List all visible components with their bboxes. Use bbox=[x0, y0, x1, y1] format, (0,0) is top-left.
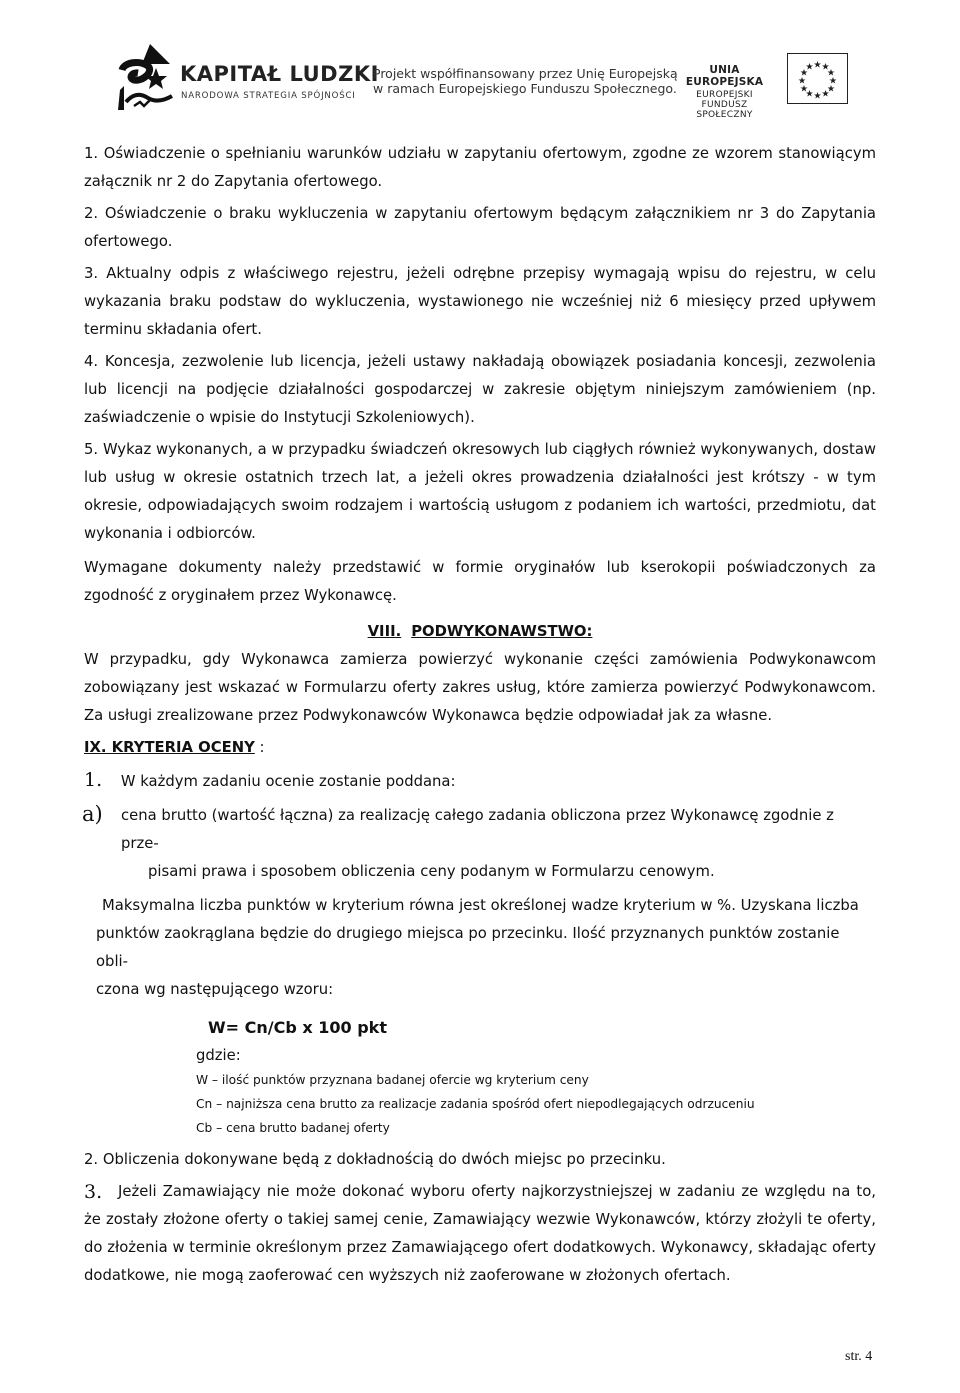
section-9-point-2: 2. Obliczenia dokonywane będą z dokładnością do dwóch miejsc po przecinku. bbox=[84, 1151, 666, 1168]
required-documents-note: Wymagane dokumenty należy przedstawić w formie oryginałów lub kserokopii poświadczonych za zgodność z oryginałem przez Wykonawcę. bbox=[84, 559, 876, 604]
criterion-a-label: a) bbox=[82, 802, 103, 826]
list-item: 2. Oświadczenie o braku wykluczenia w zapytaniu ofertowym będącym załącznikiem nr 3 do Zapytania ofertowego. bbox=[84, 205, 876, 250]
point-3-text: Jeżeli Zamawiający nie może dokonać wyboru oferty najkorzystniejszej w zadaniu ze względu na to, że zostały złożone oferty o takiej samej cenie, Zamawiający wezwie Wykonawców, którzy złożyli te oferty, do złożenia w terminie określonym przez Zamawiającego ofert dodatkowych. Wykonawcy, składając oferty dodatkowe, nie mogą zaoferować cen wyższych niż zaoferowane w złożonych ofertach. bbox=[84, 1183, 876, 1284]
project-line-2: w ramach Europejskiego Funduszu Społecznego. bbox=[373, 81, 677, 96]
definition-cn: Cn – najniższa cena brutto za realizacje zadania spośród ofert niepodlegających odrzuceniu bbox=[196, 1097, 755, 1111]
eu-label bbox=[672, 64, 777, 120]
definition-w: W – ilość punktów przyznana badanej ofercie wg kryterium ceny bbox=[196, 1073, 589, 1087]
eu-label-line-1: UNIA EUROPEJSKA bbox=[685, 64, 764, 88]
document-body bbox=[84, 140, 876, 1290]
page-header bbox=[0, 0, 960, 120]
project-funding-note bbox=[373, 66, 678, 96]
section-9-heading bbox=[84, 734, 876, 762]
criterion-a-line-1: cena brutto (wartość łączna) za realizację całego zadania obliczona przez Wykonawcę zgodnie z prze- bbox=[121, 807, 834, 852]
section-8-number: VIII. bbox=[367, 623, 402, 640]
section-9-point-3 bbox=[84, 1178, 876, 1290]
kapital-ludzki-title: KAPITAŁ LUDZKI bbox=[180, 62, 379, 86]
list-item: 4. Koncesja, zezwolenie lub licencja, jeżeli ustawy nakładają obowiązek posiadania koncesji, zezwolenia lub licencji na podjęcie działalności gospodarczej w zakresie objętym niniejszym zamówieniem (np. zaświadczenie o wpisie do Instytucji Szkoleniowych). bbox=[84, 353, 876, 426]
section-9-colon: : bbox=[254, 739, 265, 756]
kapital-ludzki-subtitle: NARODOWA STRATEGIA SPÓJNOŚCI bbox=[181, 91, 356, 101]
criterion-a bbox=[84, 802, 876, 886]
point-1-number: 1. bbox=[84, 769, 103, 791]
section-8-body: W przypadku, gdy Wykonawca zamierza powierzyć wykonanie części zamówienia Podwykonawcom zobowiązany jest wskazać w Formularzu oferty zakres usług, które zamierza powierzyć Podwykonawcom. Za usługi zrealizowane przez Podwykonawców Wykonawca będzie odpowiadał jak za własne. bbox=[84, 651, 876, 724]
criterion-a-line-2: pisami prawa i sposobem obliczenia ceny podanym w Formularzu cenowym. bbox=[148, 863, 715, 880]
eu-label-line-3: FUNDUSZ SPOŁECZNY bbox=[696, 100, 753, 120]
formula: W= Cn/Cb x 100 pkt bbox=[208, 1018, 387, 1037]
point-3-number: 3. bbox=[84, 1181, 103, 1203]
section-8-heading bbox=[84, 618, 876, 646]
section-9-title: IX. KRYTERIA OCENY bbox=[84, 739, 255, 756]
list-item: 1. Oświadczenie o spełnianiu warunków udziału w zapytaniu ofertowym, zgodne ze wzorem stanowiącym załącznik nr 2 do Zapytania ofertowego. bbox=[84, 145, 876, 190]
page-number: str. 4 bbox=[845, 1349, 873, 1364]
max-points-line-1: Maksymalna liczba punktów w kryterium równa jest określonej wadze kryterium w %. Uzyskana liczba bbox=[102, 897, 859, 914]
section-8-title: PODWYKONAWSTWO: bbox=[411, 623, 593, 640]
eu-label-line-2: EUROPEJSKI bbox=[696, 90, 753, 100]
section-9-point-1 bbox=[84, 766, 876, 796]
max-points-line-2: punktów zaokrąglana będzie do drugiego miejsca po przecinku. Ilość przyznanych punktów zostanie obli- bbox=[96, 925, 840, 970]
project-line-1: Projekt współfinansowany przez Unię Europejską bbox=[373, 66, 678, 81]
max-points-line-3: czona wg następującego wzoru: bbox=[96, 981, 334, 998]
eu-flag-icon bbox=[787, 53, 848, 104]
point-1-text: W każdym zadaniu ocenie zostanie poddana: bbox=[120, 773, 456, 790]
list-item: 5. Wykaz wykonanych, a w przypadku świadczeń okresowych lub ciągłych również wykonywanych, dostaw lub usług w okresie ostatnich trzech lat, a jeżeli okres prowadzenia działalności jest krótszy - w tym okresie, odpowiadających swoim rodzajem i wartością usługom z podaniem ich wartości, przedmiotu, dat wykonania i odbiorców. bbox=[84, 441, 876, 542]
list-item: 3. Aktualny odpis z właściwego rejestru, jeżeli odrębne przepisy wymagają wpisu do rejestru, w celu wykazania braku podstaw do wykluczenia, wystawionego nie wcześniej niż 6 miesięcy przed upływem terminu składania ofert. bbox=[84, 265, 876, 338]
max-points-paragraph bbox=[84, 892, 876, 1004]
formula-where-label: gdzie: bbox=[196, 1047, 241, 1064]
kapital-ludzki-logo-icon bbox=[112, 42, 182, 112]
definition-cb: Cb – cena brutto badanej oferty bbox=[196, 1121, 390, 1135]
